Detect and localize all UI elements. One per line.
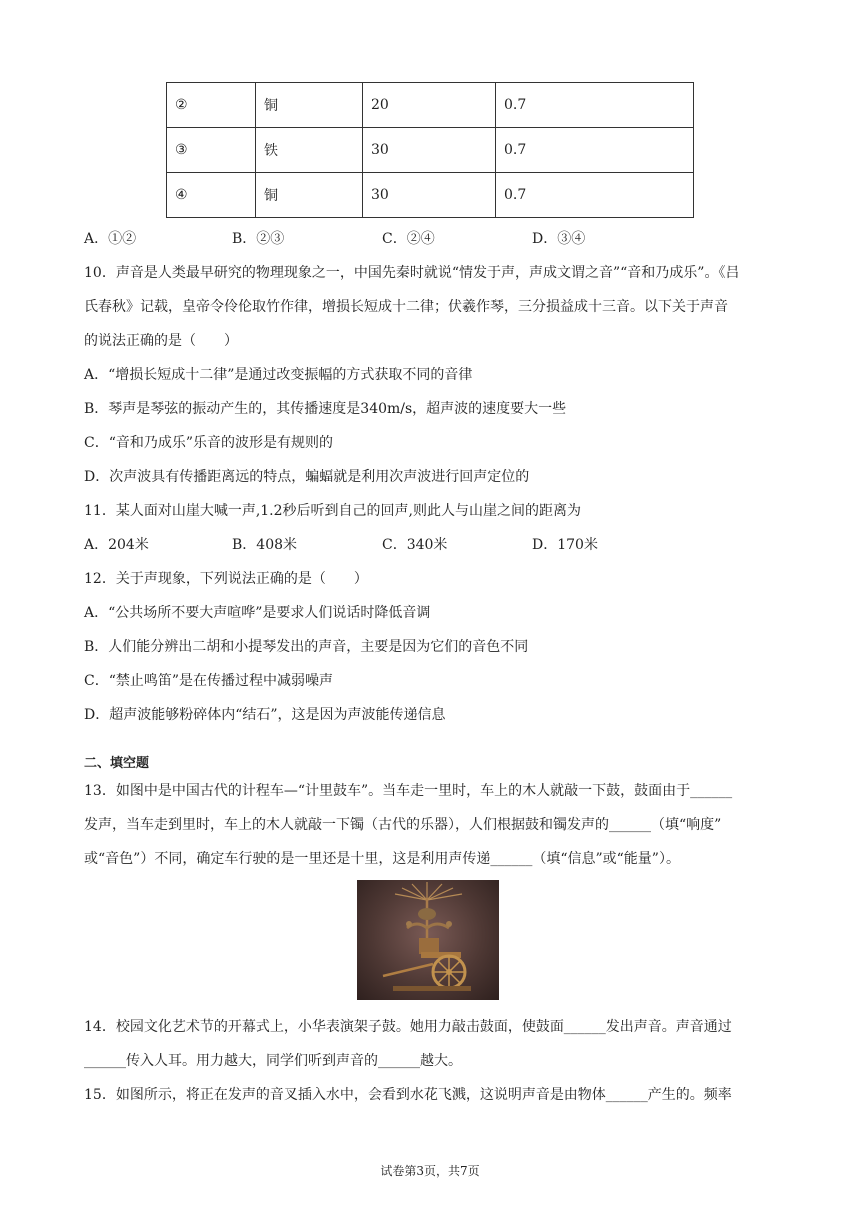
q13-line: 13．如图中是中国古代的计程车—“计里鼓车”。当车走一里时，车上的木人就敲一下鼓，鼓面由于______ bbox=[84, 783, 733, 799]
option-b[interactable]: B．408米 bbox=[232, 537, 298, 553]
q14-line: ______传入人耳。用力越大，同学们听到声音的______越大。 bbox=[84, 1053, 462, 1069]
table-cell: 0.7 bbox=[496, 128, 694, 173]
table-cell: 0.7 bbox=[496, 83, 694, 128]
q12-option-d[interactable]: D．超声波能够粉碎体内“结石”，这是因为声波能传递信息 bbox=[84, 707, 446, 723]
option-d[interactable]: D．170米 bbox=[532, 537, 598, 553]
q13-line: 发声，当车走到里时，车上的木人就敲一下镯（古代的乐器），人们根据鼓和镯发声的______（填“响度” bbox=[84, 817, 722, 833]
table-cell: 0.7 bbox=[496, 173, 694, 218]
option-a[interactable]: A．204米 bbox=[84, 537, 149, 553]
table-cell: 20 bbox=[363, 83, 496, 128]
q14-line: 14．校园文化艺术节的开幕式上，小华表演架子鼓。她用力敲击鼓面，使鼓面______发出声音。声音通过 bbox=[84, 1019, 732, 1035]
table-row bbox=[167, 173, 694, 218]
table-cell: 铜 bbox=[256, 173, 363, 218]
q12-option-c[interactable]: C．“禁止鸣笛”是在传播过程中减弱噪声 bbox=[84, 673, 334, 689]
table-cell: ② bbox=[167, 83, 256, 128]
table-cell: 30 bbox=[363, 173, 496, 218]
drum-carriage-photo bbox=[357, 880, 499, 1000]
q10-option-a[interactable]: A．“增损长短成十二律”是通过改变振幅的方式获取不同的音律 bbox=[84, 367, 473, 383]
table-row bbox=[167, 83, 694, 128]
q11-stem: 11．某人面对山崖大喊一声,1.2秒后听到自己的回声,则此人与山崖之间的距离为 bbox=[84, 503, 581, 519]
table-cell: 30 bbox=[363, 128, 496, 173]
q10-option-b[interactable]: B．琴声是琴弦的振动产生的，其传播速度是340m/s，超声波的速度要大一些 bbox=[84, 401, 567, 417]
table-row bbox=[167, 128, 694, 173]
q9-options bbox=[84, 228, 585, 248]
option-b[interactable]: B．②③ bbox=[232, 231, 285, 247]
q15-line: 15．如图所示，将正在发声的音叉插入水中，会看到水花飞溅，这说明声音是由物体______产生的。频率 bbox=[84, 1087, 732, 1103]
option-c[interactable]: C．②④ bbox=[382, 231, 435, 247]
option-c[interactable]: C．340米 bbox=[382, 537, 448, 553]
q12-option-b[interactable]: B．人们能分辨出二胡和小提琴发出的声音，主要是因为它们的音色不同 bbox=[84, 639, 529, 655]
table-cell: 铁 bbox=[256, 128, 363, 173]
table-cell: ④ bbox=[167, 173, 256, 218]
page-footer: 试卷第3页，共7页 bbox=[380, 1164, 480, 1178]
material-table bbox=[166, 82, 694, 218]
drum-carriage-illustration bbox=[357, 880, 499, 1000]
q10-stem-line: 氏春秋》记载，皇帝令伶伦取竹作律，增损长短成十二律；伏羲作琴，三分损益成十三音。以下关于声音 bbox=[84, 299, 728, 315]
q10-option-c[interactable]: C．“音和乃成乐”乐音的波形是有规则的 bbox=[84, 435, 334, 451]
q10-stem-line: 10．声音是人类最早研究的物理现象之一，中国先秦时就说“情发于声，声成文谓之音”“音和乃成乐”。《吕 bbox=[84, 265, 740, 281]
section-title: 二、填空题 bbox=[84, 756, 150, 771]
option-d[interactable]: D．③④ bbox=[532, 231, 586, 247]
q10-option-d[interactable]: D．次声波具有传播距离远的特点，蝙蝠就是利用次声波进行回声定位的 bbox=[84, 469, 530, 485]
table-cell: 铜 bbox=[256, 83, 363, 128]
q10-stem-line: 的说法正确的是（ ） bbox=[84, 333, 238, 349]
q13-line: 或“音色”）不同，确定车行驶的是一里还是十里，这是利用声传递______（填“信息”或“能量”）。 bbox=[84, 851, 680, 867]
option-a[interactable]: A．①② bbox=[84, 231, 137, 247]
table-cell: ③ bbox=[167, 128, 256, 173]
q12-option-a[interactable]: A．“公共场所不要大声喧哗”是要求人们说话时降低音调 bbox=[84, 605, 431, 621]
q12-stem: 12．关于声现象，下列说法正确的是（ ） bbox=[84, 571, 368, 587]
q11-options bbox=[84, 534, 598, 554]
